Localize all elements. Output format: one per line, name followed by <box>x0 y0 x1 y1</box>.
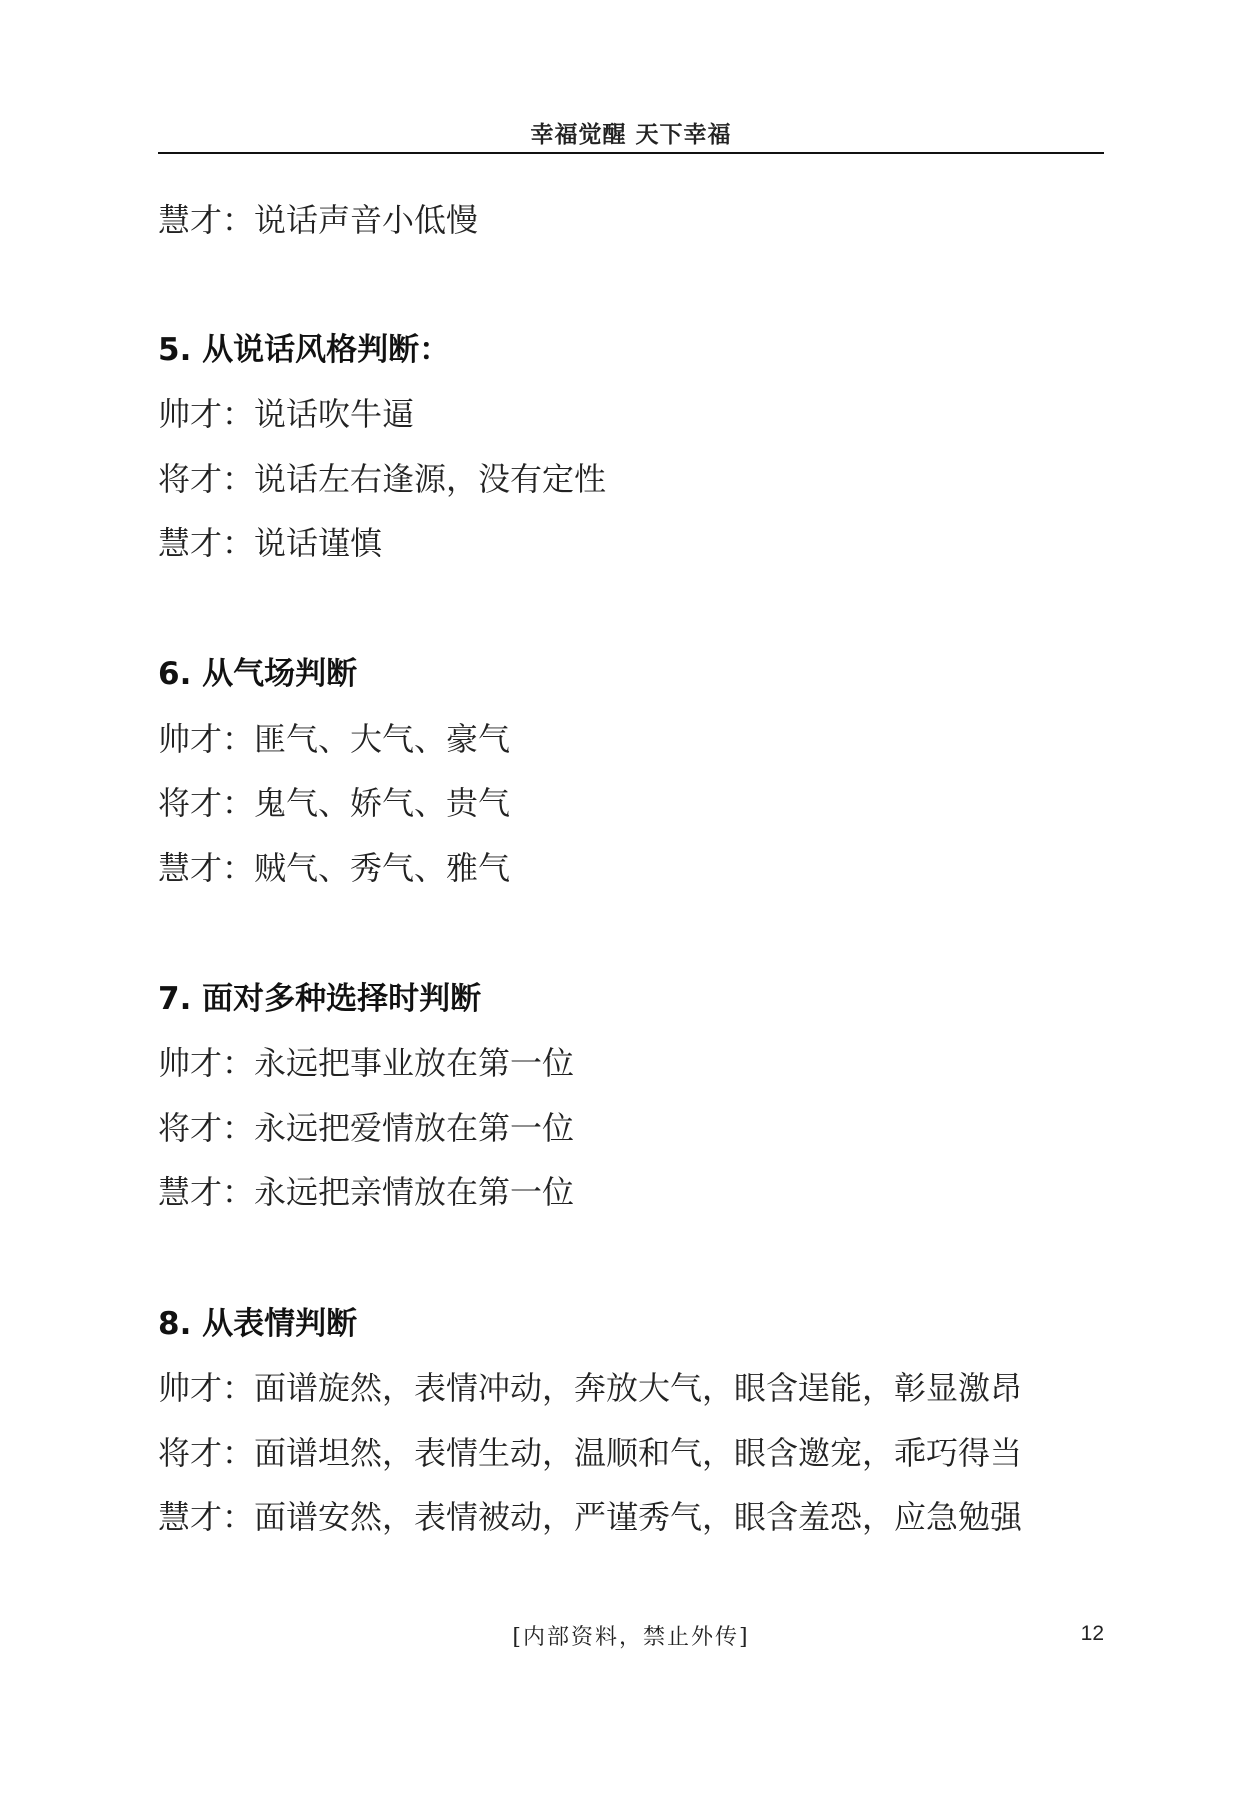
page-header-title: 幸福觉醒 天下幸福 <box>530 122 732 148</box>
text-line: 帅才：永远把事业放在第一位 <box>158 1044 575 1082</box>
section-heading: 6. 从气场判断 <box>158 656 358 692</box>
page-number: 12 <box>1080 1622 1104 1645</box>
text-line: 帅才：面谱旋然，表情冲动，奔放大气，眼含逞能，彰显激昂 <box>158 1369 1023 1407</box>
text-line: 慧才：贼气、秀气、雅气 <box>158 849 511 887</box>
footer-notice: [内部资料，禁止外传] <box>512 1625 750 1650</box>
text-line: 帅才：说话吹牛逼 <box>158 395 415 433</box>
text-line: 慧才：说话谨慎 <box>158 524 383 562</box>
text-line: 将才：面谱坦然，表情生动，温顺和气，眼含邀宠，乖巧得当 <box>158 1434 1023 1472</box>
text-line: 帅才：匪气、大气、豪气 <box>158 720 511 758</box>
section-heading: 8. 从表情判断 <box>158 1306 358 1342</box>
text-line: 将才：鬼气、娇气、贵气 <box>158 784 511 822</box>
text-line: 将才：永远把爱情放在第一位 <box>158 1109 575 1147</box>
text-line: 慧才：说话声音小低慢 <box>158 201 479 239</box>
section-heading: 5. 从说话风格判断： <box>158 332 451 368</box>
header-divider <box>158 152 1104 154</box>
text-line: 慧才：面谱安然，表情被动，严谨秀气，眼含羞恐，应急勉强 <box>158 1498 1023 1536</box>
text-line: 慧才：永远把亲情放在第一位 <box>158 1173 575 1211</box>
text-line: 将才：说话左右逢源，没有定性 <box>158 460 607 498</box>
section-heading: 7. 面对多种选择时判断 <box>158 981 482 1017</box>
